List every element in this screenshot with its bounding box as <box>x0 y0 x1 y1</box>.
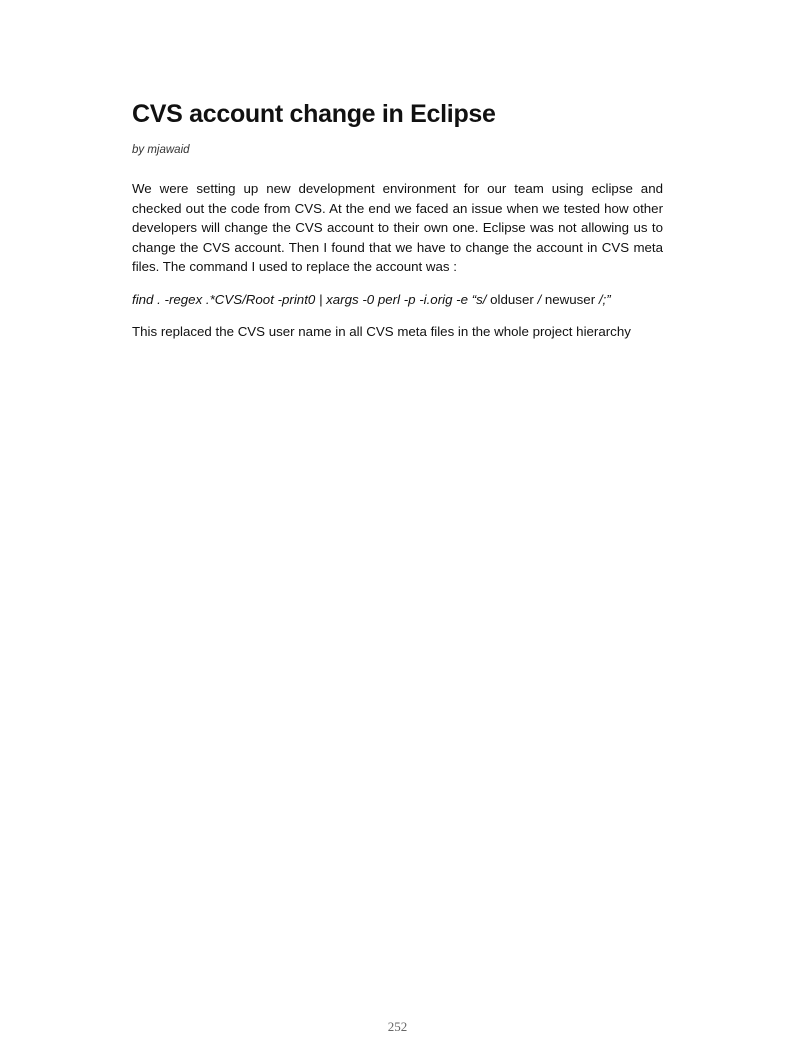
command-part: olduser <box>486 291 538 307</box>
page-number: 252 <box>387 1019 408 1034</box>
article-paragraph: We were setting up new development environment for our team using eclipse and checked out the code from CVS. At the end we faced an issue when we tested how other developers will change the CVS account to their own one. Eclipse was not allowing us to change the CVS account. Then I found that we have to change the account in CVS meta files. The command I used to replace the account was : <box>132 181 663 274</box>
article-paragraph: This replaced the CVS user name in all CVS meta files in the whole project hierarchy <box>132 323 631 339</box>
article <box>132 96 663 341</box>
command-part: newuser <box>541 291 599 307</box>
article-title: CVS account change in Eclipse <box>132 100 496 128</box>
command-line <box>132 290 663 309</box>
command-part: /;” <box>598 291 611 307</box>
article-byline: by mjawaid <box>132 144 190 156</box>
command-part: find . -regex .*CVS/Root -print0 | xargs -0 perl -p -i.orig -e “s/ <box>132 291 487 307</box>
command-part: / <box>537 291 542 307</box>
